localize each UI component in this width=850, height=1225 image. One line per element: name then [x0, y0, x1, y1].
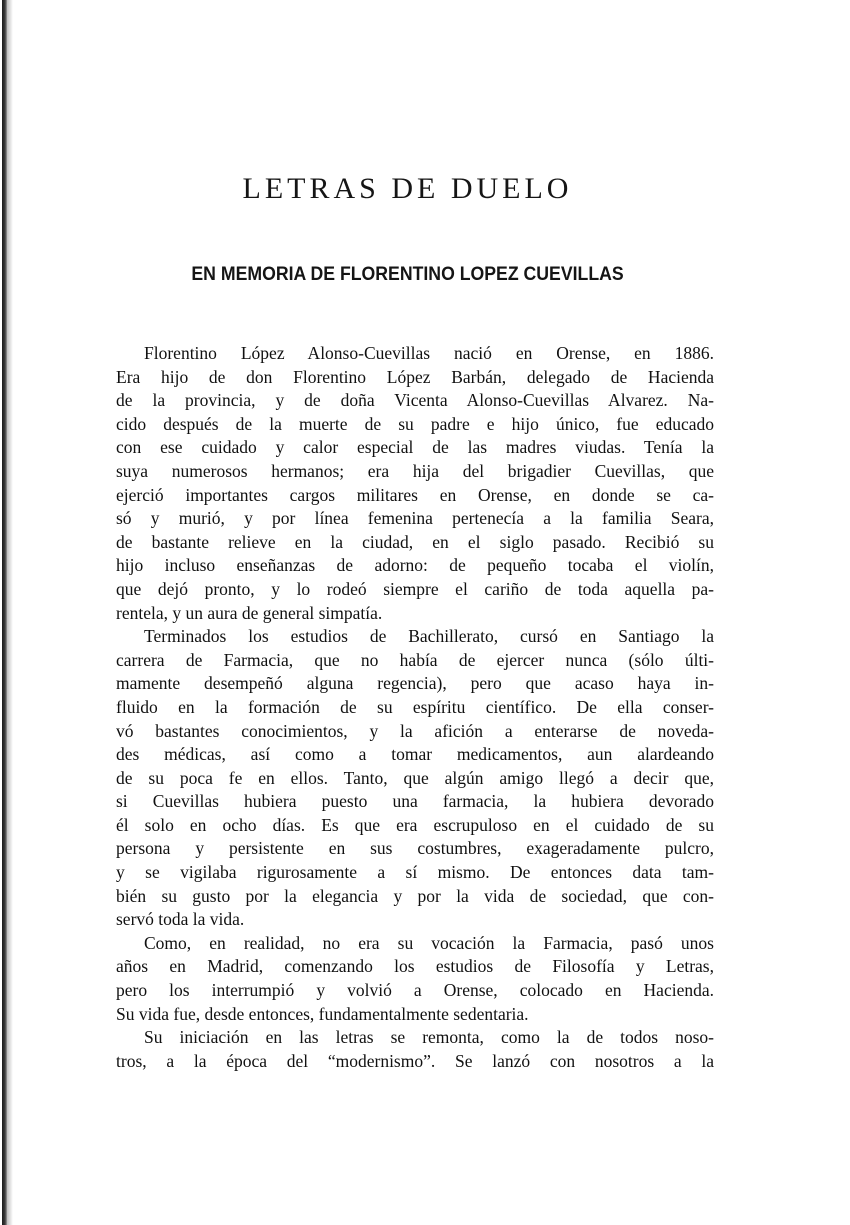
text-line: pero los interrumpió y volvió a Orense, colocado en Hacienda.	[116, 980, 714, 1001]
text-line: de bastante relieve en la ciudad, en el siglo pasado. Recibió su	[116, 531, 714, 552]
paragraph	[116, 1026, 714, 1073]
text-line: Su iniciación en las letras se remonta, como la de todos noso-	[144, 1027, 714, 1048]
text-line: fluido en la formación de su espíritu científico. De ella conser-	[116, 696, 714, 717]
text-line: él solo en ocho días. Es que era escrupuloso en el cuidado de su	[116, 814, 714, 835]
text-line: si Cuevillas hubiera puesto una farmacia, la hubiera devorado	[116, 791, 714, 812]
text-line: bién su gusto por la elegancia y por la vida de sociedad, que con-	[116, 885, 714, 906]
text-line: Florentino López Alonso-Cuevillas nació en Orense, en 1886.	[144, 343, 714, 363]
text-line: vó bastantes conocimientos, y la afición a enterarse de noveda-	[116, 720, 714, 741]
text-line: carrera de Farmacia, que no había de ejercer nunca (sólo últi-	[116, 649, 714, 670]
page-subtitle: EN MEMORIA DE FLORENTINO LOPEZ CUEVILLAS	[191, 264, 624, 285]
body-text	[116, 342, 714, 1073]
text-line: hijo incluso enseñanzas de adorno: de pequeño tocaba el violín,	[116, 555, 714, 576]
text-line: cido después de la muerte de su padre e hijo único, fue educado	[116, 413, 714, 434]
text-line: des médicas, así como a tomar medicamentos, aun alardeando	[116, 744, 714, 765]
text-line: só y murió, y por línea femenina pertenecía a la familia Seara,	[116, 508, 714, 529]
text-line: ejerció importantes cargos militares en Orense, en donde se ca-	[116, 484, 714, 505]
text-line: Como, en realidad, no era su vocación la Farmacia, pasó unos	[144, 932, 714, 953]
text-line: de su poca fe en ellos. Tanto, que algún amigo llegó a decir que,	[116, 767, 714, 788]
page-title: LETRAS DE DUELO	[242, 172, 573, 205]
text-line: tros, a la época del “modernismo”. Se lanzó con nosotros a la	[116, 1050, 714, 1071]
text-line: que dejó pronto, y lo rodeó siempre el cariño de toda aquella pa-	[116, 578, 714, 599]
paragraph	[116, 932, 714, 1026]
paragraph	[116, 625, 714, 932]
text-line: y se vigilaba rigurosamente a sí mismo. De entonces data tam-	[116, 862, 714, 883]
text-line: suya numerosos hermanos; era hija del brigadier Cuevillas, que	[116, 460, 714, 481]
text-line: rentela, y un aura de general simpatía.	[116, 602, 383, 623]
text-line: servó toda la vida.	[116, 909, 245, 930]
text-line: Era hijo de don Florentino López Barbán, delegado de Hacienda	[116, 366, 714, 387]
paragraph	[116, 342, 714, 625]
text-line: de la provincia, y de doña Vicenta Alonso-Cuevillas Alvarez. Na-	[116, 390, 714, 411]
text-line: persona y persistente en sus costumbres, exageradamente pulcro,	[116, 838, 714, 859]
text-line: Terminados los estudios de Bachillerato, cursó en Santiago la	[144, 626, 714, 647]
text-line: años en Madrid, comenzando los estudios de Filosofía y Letras,	[116, 956, 714, 977]
text-line: con ese cuidado y calor especial de las madres viudas. Tenía la	[116, 437, 714, 458]
text-line: mamente desempeñó alguna regencia), pero que acaso haya in-	[116, 673, 714, 694]
text-line: Su vida fue, desde entonces, fundamentalmente sedentaria.	[116, 1003, 529, 1024]
